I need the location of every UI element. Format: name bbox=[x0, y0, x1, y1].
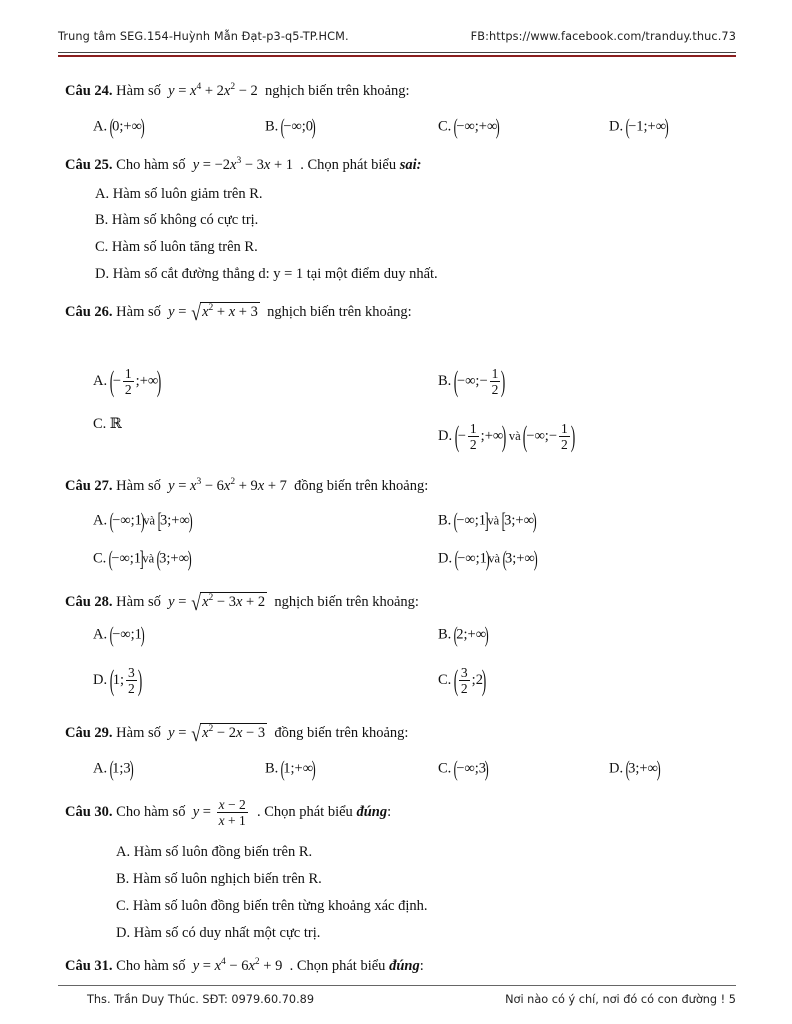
q24-option-a[interactable]: A. (0;+∞) bbox=[93, 114, 145, 139]
header-right: FB:https://www.facebook.com/tranduy.thuc.73 bbox=[470, 30, 736, 43]
q30-option-a[interactable]: A. Hàm số luôn đồng biến trên R. bbox=[116, 844, 313, 860]
q29-option-a[interactable]: A. (1;3) bbox=[93, 756, 134, 781]
q29-option-b[interactable]: B. (1;+∞) bbox=[265, 756, 316, 781]
q30-option-c[interactable]: C. Hàm số luôn đồng biến trên từng khoảng xác định. bbox=[116, 898, 428, 914]
q27-option-c[interactable]: C. (−∞;1]và (3;+∞) bbox=[93, 546, 192, 571]
question-27: Câu 27. Hàm số $y = x^3 - 6x^2 + 9x + 7$ đồng biến trên khoảng: bbox=[65, 477, 429, 494]
question-25: Câu 25. Cho hàm số $y = -2x^3 - 3x + 1$ . Chọn phát biểu sai: bbox=[65, 156, 422, 173]
question-30: Câu 30. Cho hàm số y = $\frac{x - 2}{x + 1}$ . Chọn phát biểu đúng: bbox=[65, 797, 392, 829]
question-24: Câu 24. Hàm số $y = x^4 + 2x^2 - 2$ nghịch biến trên khoảng: bbox=[65, 82, 410, 99]
q28-option-a[interactable]: A. (−∞;1) bbox=[93, 622, 145, 647]
q28-option-c[interactable]: C. ( $\frac{3}{2}$ ;2) bbox=[438, 663, 487, 697]
q26-option-a[interactable]: A. (− $\frac{1}{2}$ ;+∞) bbox=[93, 364, 162, 398]
q28-option-d[interactable]: D. (1; $\frac{3}{2}$ ) bbox=[93, 663, 143, 697]
footer-left: Ths. Trần Duy Thúc. SĐT: 0979.60.70.89 bbox=[87, 993, 315, 1006]
q24-option-c[interactable]: C. (−∞;+∞) bbox=[438, 114, 500, 139]
q27-option-d[interactable]: D. (−∞;1)và (3;+∞) bbox=[438, 546, 538, 571]
q26-option-d[interactable]: D. (− $\frac{1}{2}$ ;+∞) và (−∞;− $\frac{1}{2}$ ) bbox=[438, 419, 576, 453]
q24-option-d[interactable]: D. (−1;+∞) bbox=[609, 114, 669, 139]
page-footer bbox=[87, 993, 736, 1006]
footer-rule bbox=[58, 985, 736, 986]
question-29: Câu 29. Hàm số $y = √x^2 - 2x - 3$ đồng biến trên khoảng: bbox=[65, 720, 409, 746]
q25-option-d[interactable]: D. Hàm số cắt đường thẳng d: y = 1 tại một điểm duy nhất. bbox=[95, 266, 438, 282]
q25-option-c[interactable]: C. Hàm số luôn tăng trên R. bbox=[95, 239, 258, 255]
q28-option-b[interactable]: B. (2;+∞) bbox=[438, 622, 489, 647]
question-26: Câu 26. Hàm số $y = √x^2 + x + 3$ nghịch biến trên khoảng: bbox=[65, 299, 412, 325]
q27-option-a[interactable]: A. (−∞;1)và [3;+∞) bbox=[93, 508, 193, 533]
question-31: Câu 31. Cho hàm số $y = x^4 - 6x^2 + 9$ . Chọn phát biểu đúng: bbox=[65, 957, 424, 974]
q30-option-b[interactable]: B. Hàm số luôn nghịch biến trên R. bbox=[116, 871, 322, 887]
q25-option-b[interactable]: B. Hàm số không có cực trị. bbox=[95, 212, 259, 228]
q29-option-c[interactable]: C. (−∞;3) bbox=[438, 756, 489, 781]
q25-option-a[interactable]: A. Hàm số luôn giảm trên R. bbox=[95, 186, 263, 202]
q26-option-b[interactable]: B. (−∞;− $\frac{1}{2}$ ) bbox=[438, 364, 506, 398]
header-rule-thick bbox=[58, 55, 736, 57]
q30-option-d[interactable]: D. Hàm số có duy nhất một cực trị. bbox=[116, 925, 321, 941]
header-left: Trung tâm SEG.154-Huỳnh Mẫn Đạt-p3-q5-TP.HCM. bbox=[58, 30, 349, 43]
q29-option-d[interactable]: D. (3;+∞) bbox=[609, 756, 661, 781]
q24-option-b[interactable]: B. (−∞;0) bbox=[265, 114, 316, 139]
q27-option-b[interactable]: B. (−∞;1]và [3;+∞) bbox=[438, 508, 537, 533]
q26-option-c[interactable]: C. ℝ bbox=[93, 416, 122, 432]
footer-right: Nơi nào có ý chí, nơi đó có con đường ! 5 bbox=[505, 993, 736, 1006]
header-rule bbox=[58, 52, 736, 53]
page-header bbox=[58, 30, 736, 50]
question-28: Câu 28. Hàm số $y = √x^2 - 3x + 2$ nghịch biến trên khoảng: bbox=[65, 589, 419, 615]
